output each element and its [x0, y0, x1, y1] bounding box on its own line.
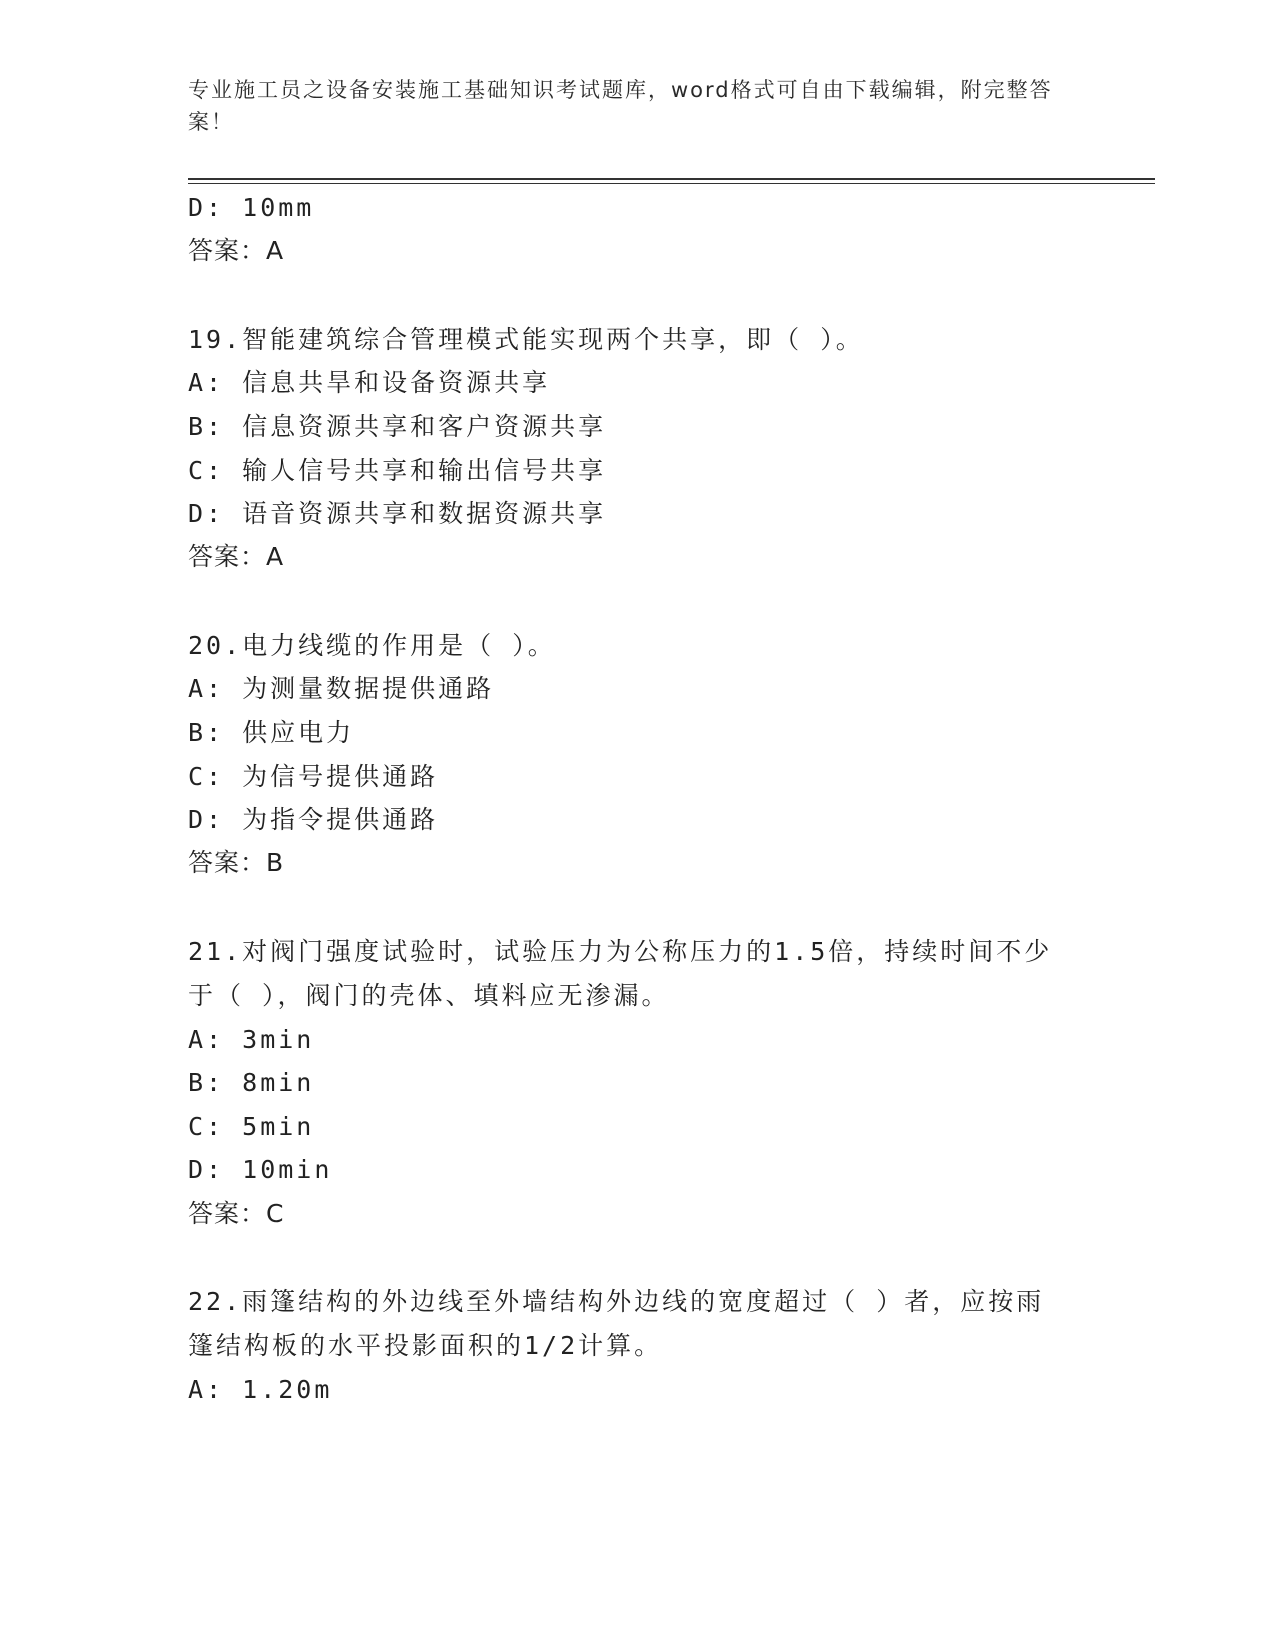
- option-c: C: 输人信号共享和输出信号共享: [188, 456, 607, 485]
- option-a: A: 3min: [188, 1025, 315, 1054]
- option-d: D: 语音资源共享和数据资源共享: [188, 499, 607, 528]
- option-c: C: 为信号提供通路: [188, 762, 439, 791]
- header-divider: [188, 178, 1155, 180]
- answer: 答案：C: [188, 1199, 285, 1228]
- header-divider-thin: [188, 183, 1155, 184]
- option-d: D: 10min: [188, 1155, 333, 1184]
- option-a: A: 为测量数据提供通路: [188, 674, 495, 703]
- question-22: 22.雨篷结构的外边线至外墙结构外边线的宽度超过（ ）者，应按雨: [188, 1287, 1045, 1316]
- option-d: D: 为指令提供通路: [188, 805, 439, 834]
- option-d: D: 10mm: [188, 193, 315, 222]
- answer: 答案：A: [188, 542, 285, 571]
- question-21-continued: 于（ ），阀门的壳体、填料应无渗漏。: [188, 981, 670, 1010]
- option-c: C: 5min: [188, 1112, 315, 1141]
- option-b: B: 8min: [188, 1068, 315, 1097]
- document-header: 专业施工员之设备安装施工基础知识考试题库，word格式可自由下载编辑，附完整答案！: [188, 78, 1053, 134]
- option-a: A: 1.20m: [188, 1375, 333, 1404]
- option-b: B: 供应电力: [188, 718, 355, 747]
- option-a: A: 信息共旱和设备资源共享: [188, 368, 551, 397]
- option-b: B: 信息资源共享和客户资源共享: [188, 412, 607, 441]
- question-22-continued: 篷结构板的水平投影面积的1/2计算。: [188, 1331, 663, 1360]
- question-19: 19.智能建筑综合管理模式能实现两个共享，即（ ）。: [188, 325, 864, 354]
- question-21: 21.对阀门强度试验时，试验压力为公称压力的1.5倍，持续时间不少: [188, 937, 1053, 966]
- answer: 答案：A: [188, 236, 285, 265]
- answer: 答案：B: [188, 848, 285, 877]
- question-20: 20.电力线缆的作用是（ ）。: [188, 631, 556, 660]
